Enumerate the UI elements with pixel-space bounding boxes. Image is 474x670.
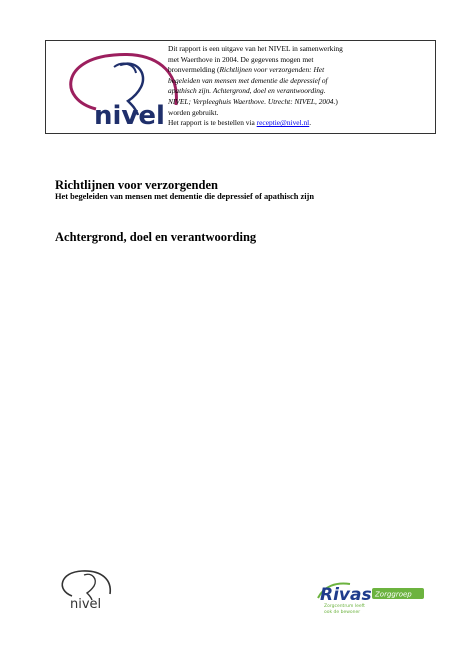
notice-line: met Waerthove in 2004. De gegevens mogen met bbox=[168, 54, 314, 64]
notice-citation: NIVEL; Verpleeghuis Waerthove. Utrecht: NIVEL, 2004. bbox=[168, 96, 336, 106]
notice-text-segment: ) bbox=[335, 96, 338, 106]
document-title: Richtlijnen voor verzorgenden bbox=[55, 178, 218, 192]
rivas-logo bbox=[316, 580, 442, 616]
notice-line bbox=[168, 65, 430, 76]
notice-line: Dit rapport is een uitgave van het NIVEL in samenwerking bbox=[168, 44, 343, 53]
notice-citation: apathisch zijn. Achtergrond, doel en verantwoording. bbox=[168, 86, 326, 96]
notice-text-segment: . bbox=[309, 118, 312, 128]
nivel-footer-logo bbox=[56, 566, 120, 610]
notice-citation: Richtlijnen voor verzorgenden: Het bbox=[219, 65, 325, 75]
notice-line bbox=[168, 76, 430, 87]
rivas-logo-text: Rivas bbox=[320, 585, 372, 605]
notice-line: worden gebruikt. bbox=[168, 107, 219, 117]
email-link[interactable]: receptie@nivel.nl bbox=[256, 118, 310, 128]
notice-line bbox=[168, 118, 430, 129]
nivel-logo-text: nivel bbox=[94, 101, 165, 131]
document-subtitle: Het begeleiden van mensen met dementie die depressief of apathisch zijn bbox=[55, 192, 314, 201]
notice-line bbox=[168, 97, 430, 108]
notice-citation: begeleiden van mensen met dementie die depressief of bbox=[168, 75, 328, 85]
section-title: Achtergrond, doel en verantwoording bbox=[55, 230, 257, 244]
nivel-footer-logo-text: nivel bbox=[70, 597, 102, 610]
notice-text-segment: Het rapport is te bestellen via bbox=[168, 118, 257, 128]
notice-text bbox=[168, 44, 430, 129]
notice-line bbox=[168, 86, 430, 97]
notice-text-segment: bronvermelding ( bbox=[168, 65, 220, 75]
rivas-badge-text: Zorggroep bbox=[375, 590, 412, 599]
notice-frame bbox=[45, 40, 436, 134]
rivas-tagline: ook de bewoner bbox=[324, 610, 361, 615]
rivas-tagline: Zorgcentrum leeft bbox=[324, 604, 365, 609]
